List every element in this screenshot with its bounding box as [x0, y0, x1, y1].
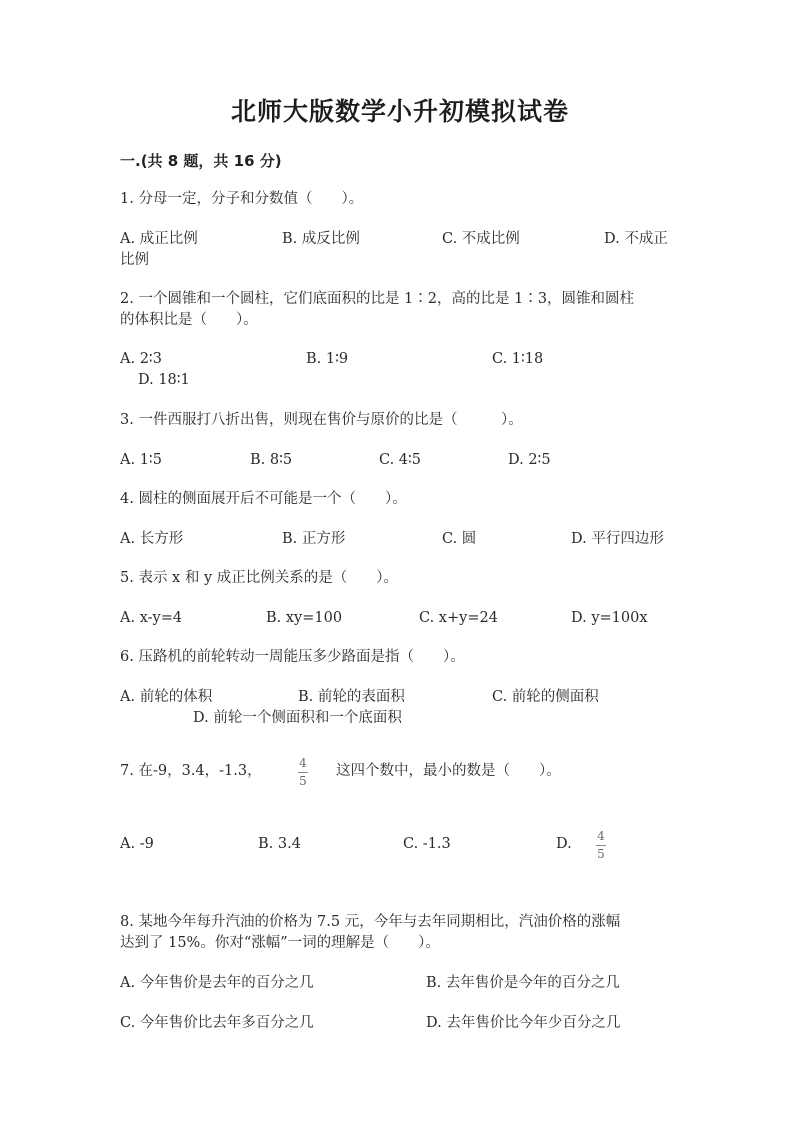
fraction-bar — [298, 772, 308, 773]
question-6-option-a: A. 前轮的体积 — [120, 689, 213, 705]
question-8-stem-line-1: 8. 某地今年每升汽油的价格为 7.5 元，今年与去年同期相比，汽油价格的涨幅 — [120, 914, 621, 930]
question-4-option-d: D. 平行四边形 — [571, 531, 664, 547]
question-2-stem-line-1: 2. 一个圆锥和一个圆柱，它们底面积的比是 1∶2，高的比是 1∶3，圆锥和圆柱 — [120, 291, 635, 307]
question-3-option-d: D. 2∶5 — [508, 452, 551, 468]
question-1-option-b: B. 成反比例 — [282, 231, 360, 247]
question-8-option-a: A. 今年售价是去年的百分之几 — [120, 975, 314, 991]
fraction-bar — [596, 845, 606, 846]
question-2-stem-line-2: 的体积比是（ ）。 — [120, 312, 258, 328]
fraction-numerator: 4 — [597, 829, 605, 843]
question-1-option-c: C. 不成比例 — [442, 231, 520, 247]
question-5-stem: 5. 表示 x 和 y 成正比例关系的是（ ）。 — [120, 570, 398, 586]
question-3-option-a: A. 1∶5 — [120, 452, 162, 468]
fraction-four-fifths-option-d — [596, 830, 606, 861]
question-7-stem-part-2: 这四个数中，最小的数是（ ）。 — [336, 763, 561, 779]
question-8-option-d: D. 去年售价比今年少百分之几 — [426, 1015, 621, 1031]
question-4-stem: 4. 圆柱的侧面展开后不可能是一个（ ）。 — [120, 491, 407, 507]
question-4-option-b: B. 正方形 — [282, 531, 346, 547]
question-3-option-b: B. 8∶5 — [250, 452, 293, 468]
question-5-option-c: C. x+y=24 — [419, 610, 498, 626]
question-1-stem: 1. 分母一定，分子和分数值（ ）。 — [120, 191, 364, 207]
question-4-option-a: A. 长方形 — [120, 531, 184, 547]
page-title: 北师大版数学小升初模拟试卷 — [230, 97, 569, 126]
question-7-option-d: D. — [556, 836, 572, 852]
question-2-option-a: A. 2∶3 — [120, 351, 162, 367]
question-6-stem: 6. 压路机的前轮转动一周能压多少路面是指（ ）。 — [120, 649, 465, 665]
question-5-option-a: A. x-y=4 — [120, 610, 183, 626]
fraction-denominator: 5 — [597, 847, 605, 861]
question-4-option-c: C. 圆 — [442, 531, 477, 547]
question-8-stem-line-2: 达到了 15%。你对“涨幅”一词的理解是（ ）。 — [120, 935, 440, 951]
question-2-option-d: D. 18∶1 — [138, 372, 190, 388]
question-3-stem: 3. 一件西服打八折出售，则现在售价与原价的比是（ ）。 — [120, 412, 523, 428]
question-2-option-c: C. 1∶18 — [492, 351, 544, 367]
question-6-option-d: D. 前轮一个侧面积和一个底面积 — [193, 710, 402, 726]
question-1-option-a: A. 成正比例 — [120, 231, 198, 247]
fraction-four-fifths — [298, 757, 308, 788]
section-heading: 一.(共 8 题，共 16 分) — [120, 152, 282, 170]
question-6-option-c: C. 前轮的侧面积 — [492, 689, 599, 705]
fraction-numerator: 4 — [299, 756, 307, 770]
question-7-option-b: B. 3.4 — [258, 836, 301, 852]
question-7-option-a: A. -9 — [120, 836, 154, 852]
question-7-option-c: C. -1.3 — [403, 836, 451, 852]
question-5-option-d: D. y=100x — [571, 610, 648, 626]
question-6-option-b: B. 前轮的表面积 — [298, 689, 405, 705]
question-7-stem-part-1: 7. 在-9，3.4，-1.3， — [120, 763, 262, 779]
question-8-option-b: B. 去年售价是今年的百分之几 — [426, 975, 620, 991]
question-5-option-b: B. xy=100 — [266, 610, 343, 626]
question-2-option-b: B. 1∶9 — [306, 351, 349, 367]
question-1-option-d-continued: 比例 — [120, 252, 149, 268]
question-8-option-c: C. 今年售价比去年多百分之几 — [120, 1015, 314, 1031]
question-1-option-d: D. 不成正 — [604, 231, 668, 247]
question-3-option-c: C. 4∶5 — [379, 452, 422, 468]
fraction-denominator: 5 — [299, 774, 307, 788]
